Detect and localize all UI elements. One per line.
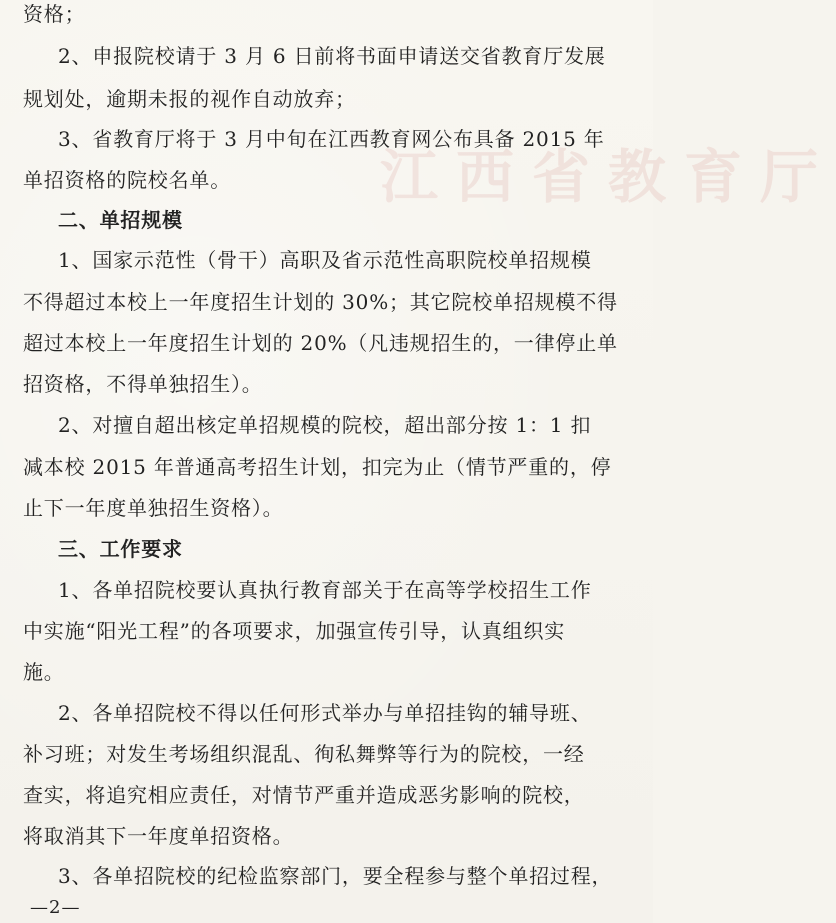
text-line: 2、对擅自超出核定单招规模的院校，超出部分按 1：1 扣	[58, 413, 592, 437]
text-line: 2、申报院校请于 3 月 6 日前将书面申请送交省教育厅发展	[58, 44, 606, 68]
text-line: 补习班；对发生考场组织混乱、徇私舞弊等行为的院校，一经	[23, 742, 585, 766]
text-line: 止下一年度单独招生资格）。	[23, 496, 284, 520]
page-number: —2—	[30, 897, 81, 918]
text-line: 减本校 2015 年普通高考招生计划，扣完为止（情节严重的，停	[23, 455, 612, 479]
text-line: 超过本校上一年度招生计划的 20%（凡违规招生的，一律停止单	[23, 331, 618, 355]
text-line: 1、各单招院校要认真执行教育部关于在高等学校招生工作	[58, 578, 592, 602]
text-line: 不得超过本校上一年度招生计划的 30%；其它院校单招规模不得	[23, 290, 618, 314]
text-line: 规划处，逾期未报的视作自动放弃；	[23, 87, 356, 111]
text-line: 招资格，不得单独招生）。	[23, 372, 263, 396]
text-line: 资格；	[23, 2, 86, 26]
section-heading: 二、单招规模	[58, 208, 183, 232]
stamp-bleed-through: 江西省教育厅	[380, 143, 836, 211]
text-line: 3、各单招院校的纪检监察部门，要全程参与整个单招过程，	[58, 864, 613, 888]
text-line: 单招资格的院校名单。	[23, 168, 231, 192]
text-line: 3、省教育厅将于 3 月中旬在江西教育网公布具备 2015 年	[58, 127, 605, 151]
section-heading: 三、工作要求	[58, 537, 183, 561]
text-line: 中实施“阳光工程”的各项要求，加强宣传引导，认真组织实	[23, 619, 566, 643]
text-line: 查实，将追究相应责任，对情节严重并造成恶劣影响的院校，	[23, 783, 585, 807]
text-line: 1、国家示范性（骨干）高职及省示范性高职院校单招规模	[58, 248, 592, 272]
text-line: 将取消其下一年度单招资格。	[23, 824, 294, 848]
text-line: 2、各单招院校不得以任何形式举办与单招挂钩的辅导班、	[58, 701, 592, 725]
text-line: 施。	[23, 660, 65, 684]
